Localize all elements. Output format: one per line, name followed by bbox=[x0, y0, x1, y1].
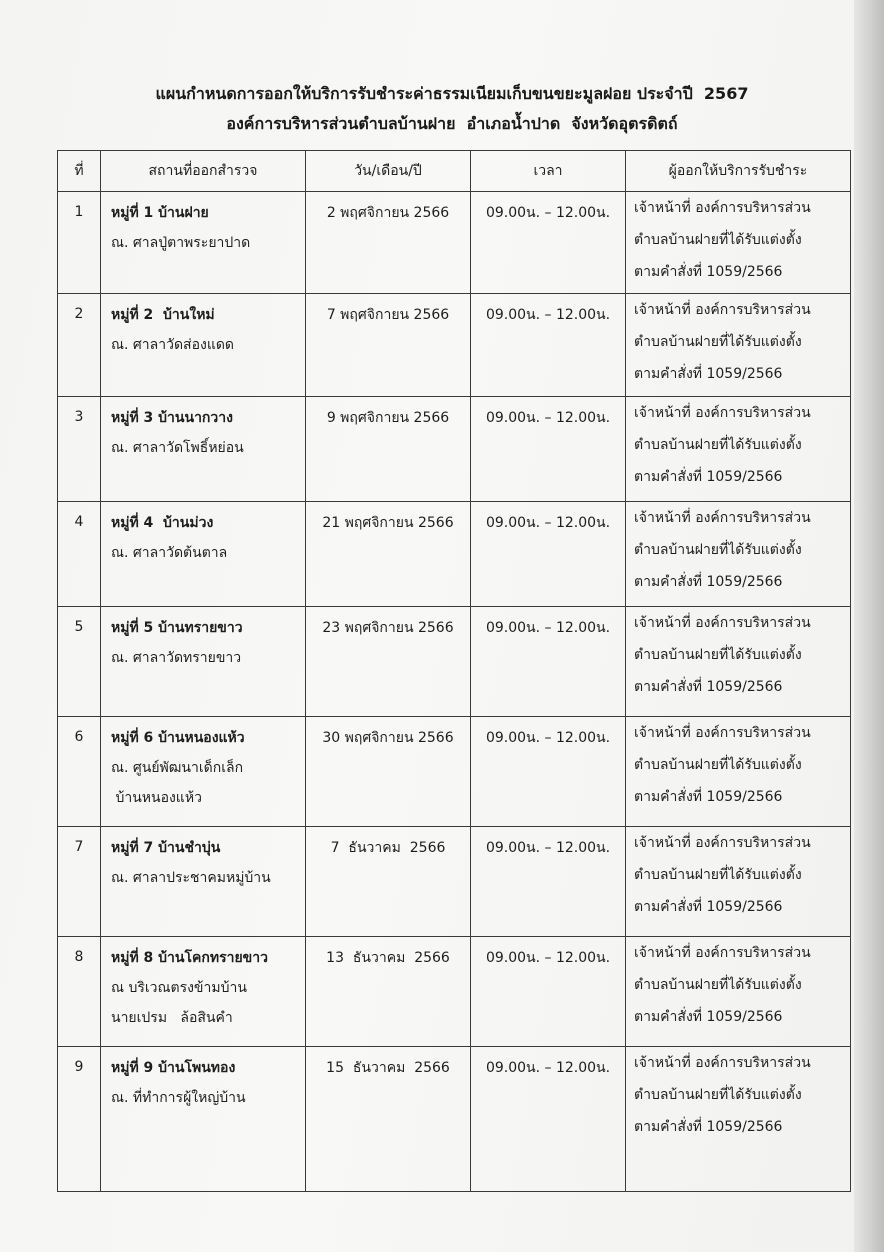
place-cell bbox=[101, 827, 306, 937]
place-cell bbox=[101, 937, 306, 1047]
header-place: สถานที่ออกสำรวจ bbox=[101, 151, 306, 192]
staff-line: ตามคำสั่งที่ 1059/2566 bbox=[634, 899, 783, 915]
time-cell: 09.00น. – 12.00น. bbox=[471, 397, 626, 502]
staff-line: ตามคำสั่งที่ 1059/2566 bbox=[634, 1009, 783, 1025]
village-name: หมู่ที่ 8 บ้านโคกทรายขาว bbox=[111, 950, 268, 966]
location-line: ณ. ศูนย์พัฒนาเด็กเล็ก bbox=[111, 760, 244, 776]
table-row bbox=[58, 397, 851, 502]
staff-line: เจ้าหน้าที่ องค์การบริหารส่วน bbox=[634, 302, 811, 318]
staff-line: ตามคำสั่งที่ 1059/2566 bbox=[634, 574, 783, 590]
staff-cell bbox=[626, 607, 851, 717]
place-cell bbox=[101, 397, 306, 502]
date-cell: 7 ธันวาคม 2566 bbox=[306, 827, 471, 937]
staff-line: ตำบลบ้านฝายที่ได้รับแต่งตั้ง bbox=[634, 437, 802, 453]
place-cell bbox=[101, 607, 306, 717]
place-cell bbox=[101, 502, 306, 607]
row-number: 5 bbox=[58, 607, 101, 717]
staff-line: ตำบลบ้านฝายที่ได้รับแต่งตั้ง bbox=[634, 647, 802, 663]
staff-line: ตำบลบ้านฝายที่ได้รับแต่งตั้ง bbox=[634, 334, 802, 350]
date-cell: 7 พฤศจิกายน 2566 bbox=[306, 294, 471, 397]
staff-line: ตามคำสั่งที่ 1059/2566 bbox=[634, 264, 783, 280]
staff-line: ตามคำสั่งที่ 1059/2566 bbox=[634, 679, 783, 695]
staff-line: เจ้าหน้าที่ องค์การบริหารส่วน bbox=[634, 405, 811, 421]
header-staff: ผู้ออกให้บริการรับชำระ bbox=[626, 151, 851, 192]
village-name: หมู่ที่ 1 บ้านฝาย bbox=[111, 205, 209, 221]
village-name: หมู่ที่ 6 บ้านหนองแห้ว bbox=[111, 730, 245, 746]
staff-line: ตำบลบ้านฝายที่ได้รับแต่งตั้ง bbox=[634, 542, 802, 558]
staff-cell bbox=[626, 294, 851, 397]
staff-line: เจ้าหน้าที่ องค์การบริหารส่วน bbox=[634, 725, 811, 741]
date-cell: 21 พฤศจิกายน 2566 bbox=[306, 502, 471, 607]
time-cell: 09.00น. – 12.00น. bbox=[471, 937, 626, 1047]
staff-cell bbox=[626, 827, 851, 937]
date-cell: 9 พฤศจิกายน 2566 bbox=[306, 397, 471, 502]
staff-line: ตำบลบ้านฝายที่ได้รับแต่งตั้ง bbox=[634, 232, 802, 248]
table-row bbox=[58, 607, 851, 717]
staff-cell bbox=[626, 192, 851, 294]
location-line: ณ. ศาลาวัดโพธิ์หย่อน bbox=[111, 440, 244, 456]
table-row bbox=[58, 717, 851, 827]
location-line: ณ. ศาลาประชาคมหมู่บ้าน bbox=[111, 870, 271, 886]
row-number: 7 bbox=[58, 827, 101, 937]
time-cell: 09.00น. – 12.00น. bbox=[471, 827, 626, 937]
village-name: หมู่ที่ 5 บ้านทรายขาว bbox=[111, 620, 243, 636]
header-time: เวลา bbox=[471, 151, 626, 192]
date-cell: 15 ธันวาคม 2566 bbox=[306, 1047, 471, 1192]
village-name: หมู่ที่ 3 บ้านนากวาง bbox=[111, 410, 233, 426]
date-cell: 30 พฤศจิกายน 2566 bbox=[306, 717, 471, 827]
location-line: ณ บริเวณตรงข้ามบ้าน bbox=[111, 980, 247, 996]
row-number: 3 bbox=[58, 397, 101, 502]
table-header-row bbox=[58, 151, 851, 192]
staff-line: ตามคำสั่งที่ 1059/2566 bbox=[634, 1119, 783, 1135]
staff-cell bbox=[626, 502, 851, 607]
staff-line: ตามคำสั่งที่ 1059/2566 bbox=[634, 469, 783, 485]
table-row bbox=[58, 192, 851, 294]
time-cell: 09.00น. – 12.00น. bbox=[471, 607, 626, 717]
row-number: 2 bbox=[58, 294, 101, 397]
staff-line: เจ้าหน้าที่ องค์การบริหารส่วน bbox=[634, 945, 811, 961]
location-line: ณ. ศาลาวัดทรายขาว bbox=[111, 650, 242, 666]
staff-line: ตามคำสั่งที่ 1059/2566 bbox=[634, 789, 783, 805]
time-cell: 09.00น. – 12.00น. bbox=[471, 294, 626, 397]
location-line: ณ. ศาลปู่ตาพระยาปาด bbox=[111, 235, 251, 251]
paper-edge-shadow bbox=[854, 0, 884, 1252]
staff-cell bbox=[626, 717, 851, 827]
staff-cell bbox=[626, 397, 851, 502]
date-cell: 13 ธันวาคม 2566 bbox=[306, 937, 471, 1047]
staff-cell bbox=[626, 937, 851, 1047]
time-cell: 09.00น. – 12.00น. bbox=[471, 1047, 626, 1192]
staff-line: เจ้าหน้าที่ องค์การบริหารส่วน bbox=[634, 835, 811, 851]
table-row bbox=[58, 1047, 851, 1192]
document-title: แผนกำหนดการออกให้บริการรับชำระค่าธรรมเนียมเก็บขนขยะมูลฝอย ประจำปี 2567 bbox=[155, 84, 749, 103]
header-date: วัน/เดือน/ปี bbox=[306, 151, 471, 192]
village-name: หมู่ที่ 2 บ้านใหม่ bbox=[111, 307, 215, 323]
staff-line: ตำบลบ้านฝายที่ได้รับแต่งตั้ง bbox=[634, 1087, 802, 1103]
place-cell bbox=[101, 192, 306, 294]
row-number: 4 bbox=[58, 502, 101, 607]
row-number: 9 bbox=[58, 1047, 101, 1192]
row-number: 6 bbox=[58, 717, 101, 827]
location-line: ณ. ศาลาวัดต้นตาล bbox=[111, 545, 228, 561]
table-row bbox=[58, 937, 851, 1047]
time-cell: 09.00น. – 12.00น. bbox=[471, 502, 626, 607]
staff-line: เจ้าหน้าที่ องค์การบริหารส่วน bbox=[634, 615, 811, 631]
place-cell bbox=[101, 294, 306, 397]
location-line: ณ. ที่ทำการผู้ใหญ่บ้าน bbox=[111, 1090, 246, 1106]
date-cell: 23 พฤศจิกายน 2566 bbox=[306, 607, 471, 717]
table-row bbox=[58, 294, 851, 397]
location-line: นายเปรม ล้อสินคำ bbox=[111, 1010, 233, 1026]
staff-line: ตามคำสั่งที่ 1059/2566 bbox=[634, 366, 783, 382]
time-cell: 09.00น. – 12.00น. bbox=[471, 192, 626, 294]
header-no: ที่ bbox=[58, 151, 101, 192]
document-subtitle: องค์การบริหารส่วนตำบลบ้านฝาย อำเภอน้ำปาด จังหวัดอุตรดิตถ์ bbox=[226, 114, 678, 133]
staff-line: เจ้าหน้าที่ องค์การบริหารส่วน bbox=[634, 1055, 811, 1071]
collection-schedule-table bbox=[57, 150, 851, 1192]
table-row bbox=[58, 502, 851, 607]
staff-line: ตำบลบ้านฝายที่ได้รับแต่งตั้ง bbox=[634, 867, 802, 883]
row-number: 1 bbox=[58, 192, 101, 294]
place-cell bbox=[101, 1047, 306, 1192]
staff-line: ตำบลบ้านฝายที่ได้รับแต่งตั้ง bbox=[634, 757, 802, 773]
time-cell: 09.00น. – 12.00น. bbox=[471, 717, 626, 827]
location-line: บ้านหนองแห้ว bbox=[111, 790, 202, 806]
table-row bbox=[58, 827, 851, 937]
village-name: หมู่ที่ 9 บ้านโพนทอง bbox=[111, 1060, 236, 1076]
staff-line: เจ้าหน้าที่ องค์การบริหารส่วน bbox=[634, 200, 811, 216]
row-number: 8 bbox=[58, 937, 101, 1047]
date-cell: 2 พฤศจิกายน 2566 bbox=[306, 192, 471, 294]
village-name: หมู่ที่ 7 บ้านชำบุ่น bbox=[111, 840, 221, 856]
staff-line: เจ้าหน้าที่ องค์การบริหารส่วน bbox=[634, 510, 811, 526]
staff-line: ตำบลบ้านฝายที่ได้รับแต่งตั้ง bbox=[634, 977, 802, 993]
place-cell bbox=[101, 717, 306, 827]
staff-cell bbox=[626, 1047, 851, 1192]
location-line: ณ. ศาลาวัดส่องแดด bbox=[111, 337, 235, 353]
village-name: หมู่ที่ 4 บ้านม่วง bbox=[111, 515, 214, 531]
